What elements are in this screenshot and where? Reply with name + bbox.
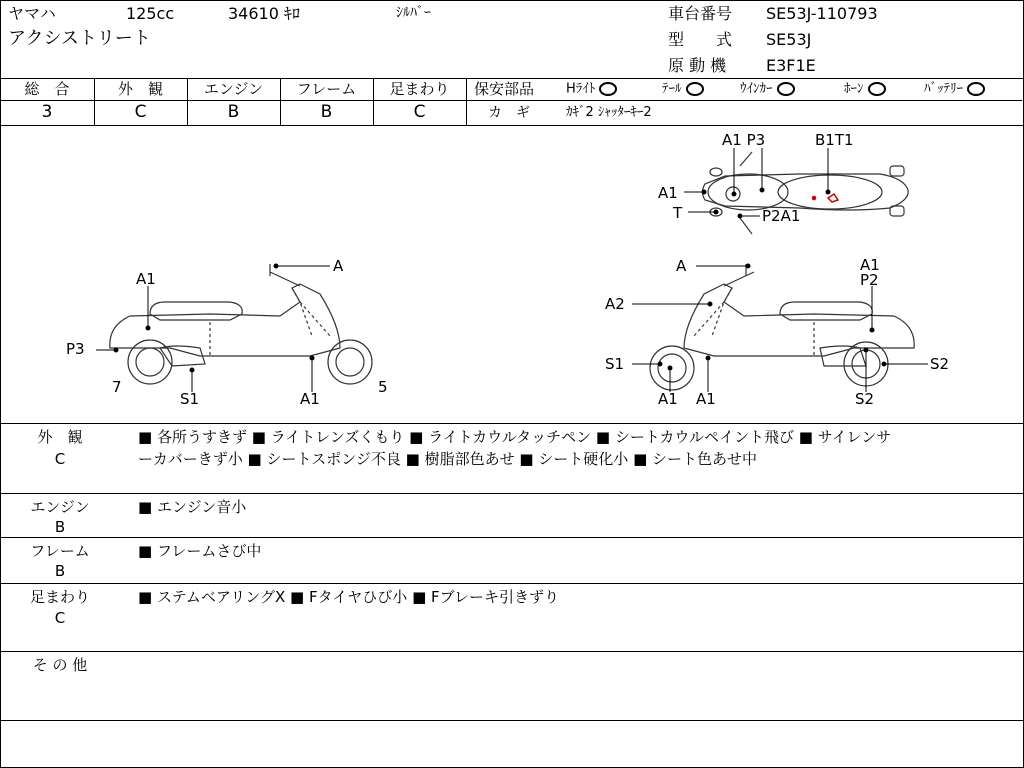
grade-label: 外 観: [117, 80, 163, 98]
remark-label: 外 観: [37, 428, 83, 446]
label-right-s2: S2: [930, 355, 950, 373]
label-top-a1: A1: [658, 184, 678, 202]
key-value: ｶｷﾞ2 ｼｬｯﾀｰｷｰ2: [566, 105, 652, 120]
safety-label: 保安部品: [474, 80, 535, 98]
safety-item-name: ﾃｰﾙ: [662, 81, 682, 97]
displacement: 125cc: [126, 4, 175, 23]
ok-circle-icon: [868, 82, 886, 96]
remark-label: エンジン: [30, 498, 90, 516]
label-right-a1b: A1: [696, 390, 716, 408]
label-right-s1: S1: [605, 355, 625, 373]
label-top-t: T: [673, 204, 683, 222]
label-top-b1t1: B1T1: [815, 131, 854, 149]
model-name: アクシストリート: [8, 28, 151, 49]
ok-circle-icon: [599, 82, 617, 96]
remark-label: そ の 他: [32, 656, 88, 674]
remark-line: ■ エンジン音小: [138, 498, 247, 516]
label-left-a1b: A1: [300, 390, 320, 408]
ok-circle-icon: [686, 82, 704, 96]
label-left-s1: S1: [180, 390, 200, 408]
grade-top-line: [0, 78, 1024, 79]
grade-mid-line: [0, 100, 466, 101]
grade-label: フレーム: [296, 80, 357, 98]
remarks-line-1: [0, 493, 1024, 494]
label-left-a1: A1: [136, 270, 156, 288]
safety-item-name: Hﾗｲﾄ: [566, 81, 596, 97]
color: ｼﾙﾊﾞｰ: [396, 5, 431, 21]
type-value: SE53J: [766, 30, 812, 49]
frame-no: SE53J-110793: [766, 4, 878, 23]
key-label: カ ギ: [488, 105, 530, 121]
label-left-7: 7: [112, 378, 122, 396]
remark-label: フレーム: [30, 542, 90, 560]
grade-label: エンジン: [203, 80, 264, 98]
grade-value: B: [227, 102, 240, 122]
label-right-a2: A2: [605, 295, 625, 313]
label-left-a: A: [333, 257, 344, 275]
remark-grade: C: [54, 609, 66, 627]
remark-line: ■ 各所うすきず ■ ライトレンズくもり ■ ライトカウルタッチペン ■ シートカウルペイント飛び ■ サイレンサ: [138, 428, 892, 446]
safety-item-name: ｳｲﾝｶｰ: [740, 81, 773, 97]
grade-label: 足まわり: [389, 80, 450, 98]
remark-grade: B: [54, 518, 66, 536]
diagram-bottom-line: [0, 423, 1024, 424]
mileage: 34610 ｷﾛ: [228, 4, 300, 23]
label-right-s2b: S2: [855, 390, 875, 408]
label-left-5: 5: [378, 378, 388, 396]
label-left-p3: P3: [66, 340, 85, 358]
safety-item-horn: [844, 82, 886, 96]
label-top-p2a1: P2A1: [762, 207, 801, 225]
remark-label: 足まわり: [29, 588, 90, 606]
grade-value: B: [320, 102, 333, 122]
safety-item-tail: [662, 82, 704, 96]
grade-div-5: [466, 78, 467, 125]
remarks-line-4: [0, 651, 1024, 652]
remark-line: ーカバーきず小 ■ シートスポンジ不良 ■ 樹脂部色あせ ■ シート硬化小 ■ シート色あせ中: [138, 450, 758, 468]
ok-circle-icon: [777, 82, 795, 96]
safety-item-winker: [740, 82, 795, 96]
label-right-a1p2: A1 P2: [860, 256, 880, 289]
grade-value: C: [134, 102, 147, 122]
engine-label: 原 動 機: [668, 56, 727, 75]
remark-grade: B: [54, 562, 66, 580]
grade-label: 総 合: [24, 80, 70, 98]
label-right-a1a: A1: [658, 390, 678, 408]
safety-item-headlight: [566, 82, 617, 96]
remark-line: ■ ステムベアリングX ■ Fタイヤひび小 ■ Fブレーキ引きずり: [138, 588, 560, 606]
remarks-line-2: [0, 537, 1024, 538]
type-label: 型 式: [668, 30, 733, 49]
frame-no-label: 車台番号: [668, 4, 733, 23]
label-right-a: A: [676, 257, 687, 275]
label-top-a1p3: A1 P3: [722, 131, 766, 149]
remarks-line-3: [0, 583, 1024, 584]
safety-item-name: ﾊﾞｯﾃﾘｰ: [924, 81, 963, 97]
ok-circle-icon: [967, 82, 985, 96]
engine-value: E3F1E: [766, 56, 816, 75]
grade-value: 3: [41, 102, 53, 122]
safety-item-name: ﾎｰﾝ: [844, 81, 864, 97]
remarks-line-5: [0, 720, 1024, 721]
grade-value: C: [413, 102, 426, 122]
damage-mark-icon: [813, 194, 839, 202]
safety-item-battery: [924, 82, 985, 96]
maker: ヤマハ: [8, 4, 56, 23]
safety-mid-line: [466, 100, 1022, 101]
remark-grade: C: [54, 450, 66, 468]
remark-line: ■ フレームさび中: [138, 542, 262, 560]
